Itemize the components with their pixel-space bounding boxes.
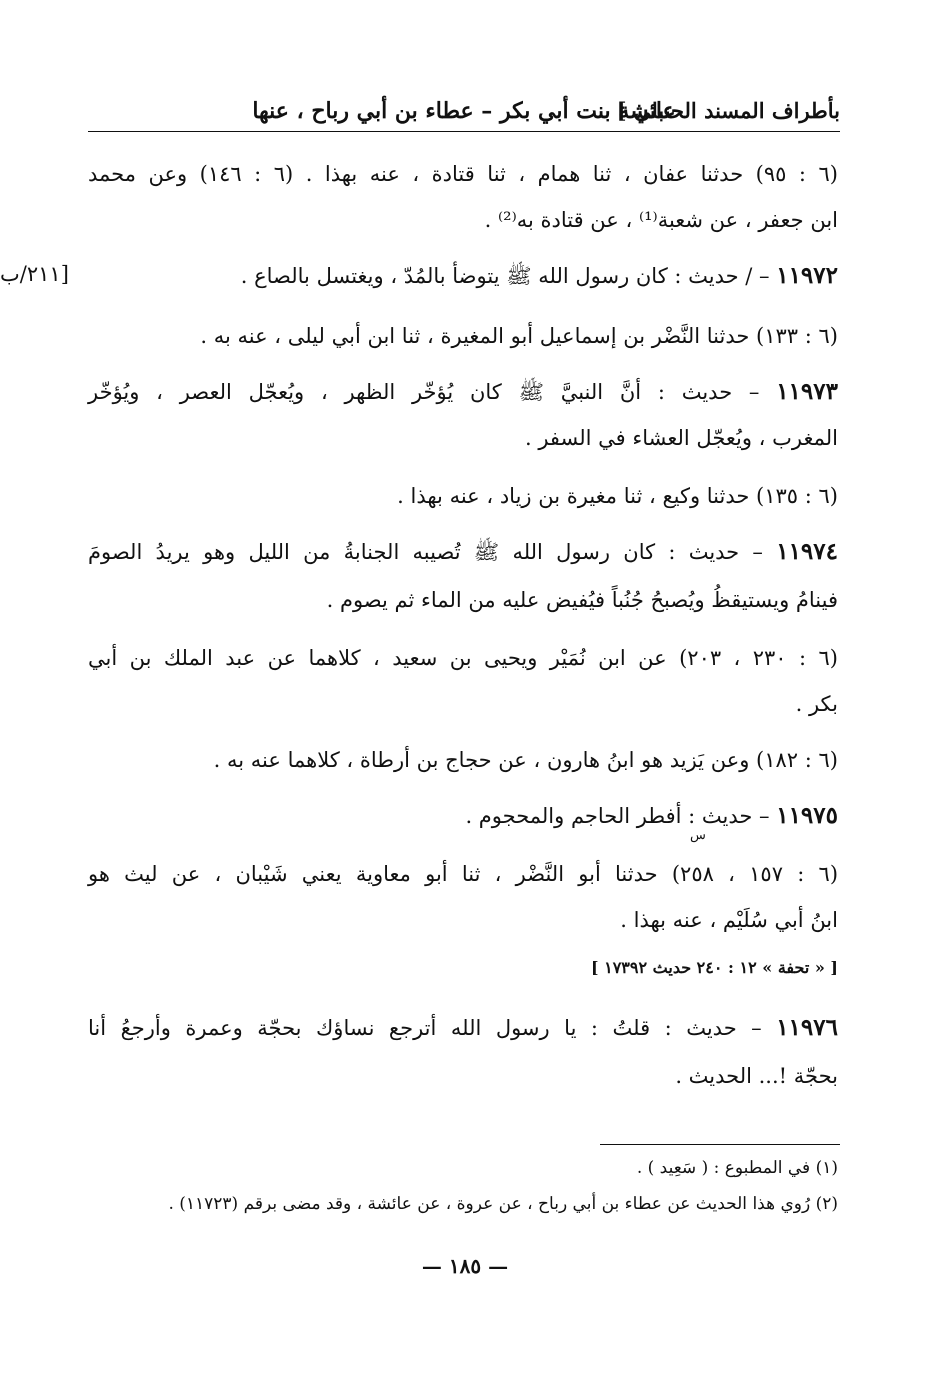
footnote: (١) في المطبوع : ( سَعِيد ) . (636, 1158, 838, 1178)
text-line: ابنُ أبي سُلَيْم ، عنه بهذا . (620, 908, 838, 932)
hadith-number: ١١٩٧٣ (776, 378, 838, 405)
text-line: بكر . (795, 692, 838, 716)
source-line: (٦ : ١٥٧ ، ٢٥٨) حدثنا أبو النَّضْر ، ثنا أبو معاوية يعني شَيْبان ، عن ليث هو (88, 862, 839, 886)
hadith-entry (465, 802, 838, 830)
hadith-entry (88, 1014, 838, 1042)
hadith-entry (88, 378, 838, 406)
header-book-title: بأطراف المسند الحنبلي ] (616, 98, 840, 123)
source-line: (٦ : ١٣٥) حدثنا وكيع ، ثنا مغيرة بن زياد ، عنه بهذا . (397, 484, 838, 508)
footnote-rule (600, 1144, 840, 1145)
page-number: — ١٨٥ — (421, 1254, 509, 1278)
text-line: المغرب ، ويُعجّل العشاء في السفر . (524, 426, 838, 450)
header-chapter-title: عائشة بنت أبي بكر – عطاء بن أبي رباح ، عنها (252, 98, 676, 124)
text-line: (٦ : ٩٥) حدثنا عفان ، ثنا همام ، ثنا قتادة ، عنه بهذا . (٦ : ١٤٦) وعن محمد (88, 162, 838, 186)
margin-folio-note: [٢١١/ب (0, 262, 69, 286)
source-line: (٦ : ١٣٣) حدثنا النَّضْر بن إسماعيل أبو المغيرة ، ثنا ابن أبي ليلى ، عنه به . (200, 324, 838, 348)
running-header (88, 98, 840, 132)
hadith-number: ١١٩٧٤ (776, 538, 838, 565)
source-line: (٦ : ١٨٢) وعن يَزيد هو ابنُ هارون ، عن حجاج بن أرطاة ، كلاهما عنه به . (213, 748, 838, 772)
hadith-entry (88, 538, 838, 566)
hadith-number: ١١٩٧٦ (776, 1014, 838, 1041)
marginal-letter: س (690, 828, 706, 843)
hadith-entry (241, 262, 838, 290)
hadith-text: – حديث : قلتُ : يا رسول الله أترجع نساؤك بحجّة وعمرة وأرجعُ أنا (88, 1016, 762, 1040)
hadith-text: – حديث : أنَّ النبيَّ ﷺ كان يُؤخّر الظهر ، ويُعجّل العصر ، ويُؤخّر (88, 380, 760, 404)
hadith-text: – حديث : كان رسول الله ﷺ تُصيبه الجنابةُ من الليل وهو يريدُ الصومَ (88, 540, 763, 564)
hadith-text: – / حديث : كان رسول الله ﷺ يتوضأ بالمُدّ ، ويغتسل بالصاع . (240, 264, 770, 288)
source-line: (٦ : ٢٣٠ ، ٢٠٣) عن ابن نُمَيْر ويحيى بن سعيد ، كلاهما عن عبد الملك بن أبي (88, 646, 838, 670)
header-rule (88, 131, 840, 132)
text-line: فينامُ ويستيقظُ ويُصبحُ جُنُباً فيُفيض عليه من الماء ثم يصوم . (326, 588, 838, 612)
footnote: (٢) رُوي هذا الحديث عن عطاء بن أبي رباح ، عن عروة ، عن عائشة ، وقد مضى برقم (١١٧٢٣) . (168, 1194, 838, 1214)
hadith-number: ١١٩٧٢ (776, 262, 838, 289)
hadith-text: – حديث : أفطر الحاجم والمحجوم . (465, 804, 770, 828)
text-line: بحجّة !... الحديث . (675, 1064, 838, 1088)
tuhfa-reference: [ « تحفة » ١٢ : ٢٤٠ حديث ١٧٣٩٢ ] (590, 958, 838, 977)
text-line: ابن جعفر ، عن شعبة⁽¹⁾ ، عن قتادة به⁽²⁾ . (484, 208, 838, 232)
hadith-number: ١١٩٧٥ (776, 802, 838, 829)
